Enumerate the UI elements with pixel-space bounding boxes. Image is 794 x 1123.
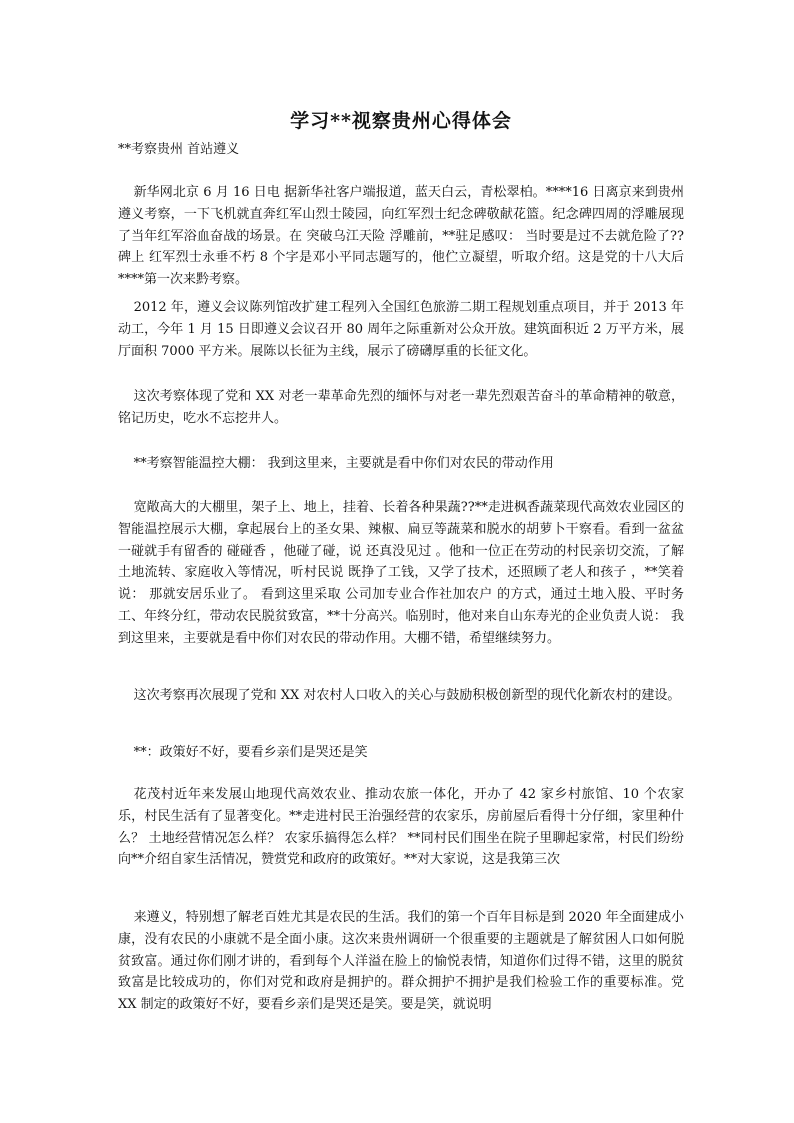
section-heading: **考察智能温控大棚： 我到这里来，主要就是看中你们对农民的带动作用 xyxy=(133,456,554,471)
paragraph: 来遵义，特别想了解老百姓尤其是农民的生活。我们的第一个百年目标是到 2020 年全面建成小康，没有农民的小康就不是全面小康。这次来贵州调研一个很重要的主题就是了解贫困人口如何脱贫致富。通过你们刚才讲的，看到每个人洋溢在脸上的愉悦表情，知道你们过得不错，这里的脱贫致富是比较成功的，你们对党和政府是拥护的。群众拥护不拥护是我们检验工作的重要标准。党 XX 制定的政策好不好，要看乡亲们是哭还是笑。要是笑，就说明 xyxy=(118,910,684,1013)
paragraph: 花茂村近年来发展山地现代高效农业、推动农旅一体化，开办了 42 家乡村旅馆、10 个农家乐，村民生活有了显著变化。**走进村民王治强经营的农家乐，房前屋后看得十分仔细，家里种什么？ 土地经营情况怎么样？ 农家乐搞得怎么样？ **同村民们围坐在院子里聊起家常，村民们纷纷向**介绍自家生活情况，赞赏党和政府的政策好。**对大家说，这是我第三次 xyxy=(118,787,684,868)
paragraph: 2012 年，遵义会议陈列馆改扩建工程列入全国红色旅游二期工程规划重点项目，并于 2013 年动工，今年 1 月 15 日即遵义会议召开 80 周年之际重新对公众开放。建筑面积近 2 万平方米，展厅面积 7000 平方米。展陈以长征为主线，展示了磅礴厚重的长征文化。 xyxy=(118,300,684,359)
document-title: 学习**视察贵州心得体会 xyxy=(290,110,512,132)
paragraph: 这次考察体现了党和 XX 对老一辈革命先烈的缅怀与对老一辈先烈艰苦奋斗的革命精神的敬意，铭记历史，吃水不忘挖井人。 xyxy=(118,389,684,426)
paragraph: 宽敞高大的大棚里，架子上、地上，挂着、长着各种果蔬??**走进枫香蔬菜现代高效农业园区的智能温控展示大棚，拿起展台上的圣女果、辣椒、扁豆等蔬菜和脱水的胡萝卜干察看。看到一盆盆一碰就手有留香的 碰碰香 ，他碰了碰，说 还真没见过 。他和一位正在劳动的村民亲切交流，了解土地流转、家庭收入等情况，听村民说 既挣了工钱，又学了技术，还照顾了老人和孩子 ，**笑着说： 那就安居乐业了。 看到这里采取 公司加专业合作社加农户 的方式，通过土地入股、平时务工、年终分红，带动农民脱贫致富，**十分高兴。临别时，他对来自山东寿光的企业负责人说： 我到这里来，主要就是看中你们对农民的带动作用。大棚不错，希望继续努力。 xyxy=(118,500,684,646)
document-subhead: **考察贵州 首站遵义 xyxy=(118,142,240,157)
paragraph: 这次考察再次展现了党和 XX 对农村人口收入的关心与鼓励积极创新型的现代化新农村的建设。 xyxy=(133,688,681,703)
paragraph: 新华网北京 6 月 16 日电 据新华社客户端报道，蓝天白云，青松翠柏。****16 日离京来到贵州遵义考察，一下飞机就直奔红军山烈士陵园，向红军烈士纪念碑敬献花篮。纪念碑四周的浮雕展现了当年红军浴血奋战的场景。在 突破乌江天险 浮雕前，**驻足感叹： 当时要是过不去就危险了?? 碑上 红军烈士永垂不朽 8 个字是邓小平同志题写的，他伫立凝望，听取介绍。这是党的十八大后****第一次来黔考察。 xyxy=(118,185,684,288)
section-heading: **：政策好不好，要看乡亲们是哭还是笑 xyxy=(133,745,368,760)
document-page xyxy=(118,0,684,1123)
